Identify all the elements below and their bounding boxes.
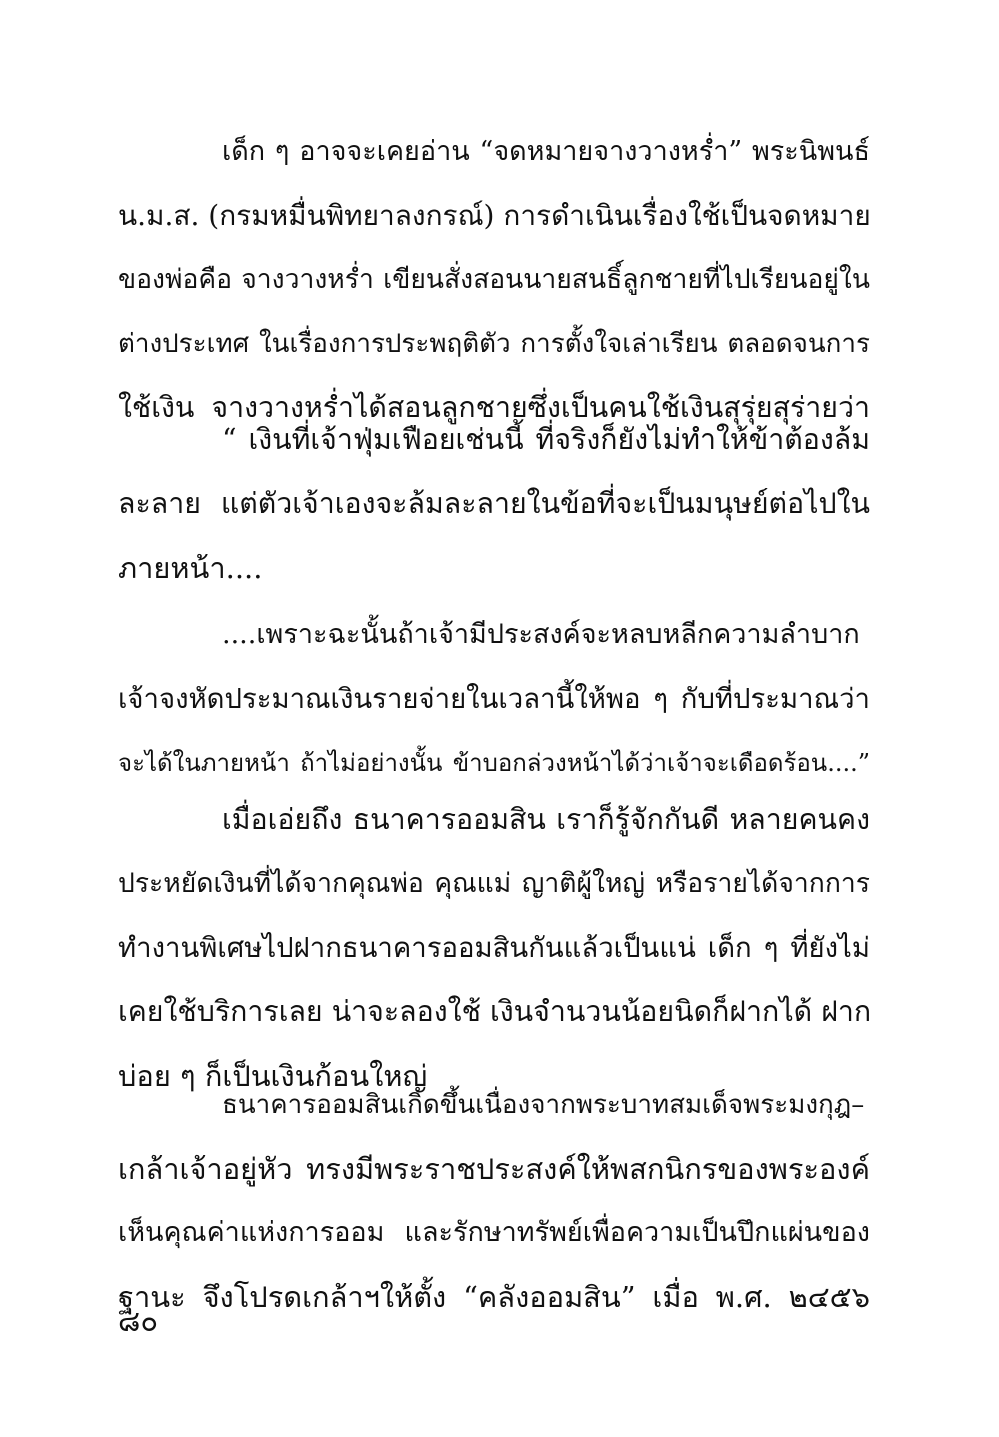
text-line: เคยใช้บริการเลย น่าจะลองใช้ เงินจำนวนน้อยนิดก็ฝากได้ ฝาก [118,995,872,1028]
text-line: เจ้าจงหัดประมาณเงินรายจ่ายในเวลานี้ให้พอ ๆ กับที่ประมาณว่า [118,683,870,715]
paragraph-intro [118,120,870,440]
text-line: ภายหน้า.... [118,551,263,585]
text-line: ....เพราะฉะนั้นถ้าเจ้ามีประสงค์จะหลบหลีกความลำบาก [222,619,860,650]
quote-paragraph-2 [118,603,870,795]
text-line: เกล้าเจ้าอยู่หัว ทรงมีพระราชประสงค์ให้พสกนิกรของพระองค์ [118,1152,870,1186]
text-line: ละลาย แต่ตัวเจ้าเองจะล้มละลายในข้อที่จะเป็นมนุษย์ต่อไปใน [118,487,870,520]
text-line: เด็ก ๆ อาจจะเคยอ่าน “จดหมายจางวางหร่ำ” พระนิพนธ์ [222,136,870,167]
page-number: ๘๐ [118,1304,159,1338]
paragraph-history [118,1073,870,1329]
quote-paragraph-1 [118,408,870,600]
text-line: ทำงานพิเศษไปฝากธนาคารออมสินกันแล้วเป็นแน่ เด็ก ๆ ที่ยังไม่ [118,932,870,964]
text-line: ธนาคารออมสินเกิดขึ้นเนื่องจากพระบาทสมเด็จพระมงกุฎ– [222,1090,865,1120]
text-line: “ เงินที่เจ้าฟุ่มเฟือยเช่นนี้ ที่จริงก็ยังไม่ทำให้ข้าต้องล้ม [222,423,870,456]
text-line: ของพ่อคือ จางวางหร่ำ เขียนสั่งสอนนายสนธิ์ลูกชายที่ไปเรียนอยู่ใน [118,264,870,295]
text-line: ประหยัดเงินที่ได้จากคุณพ่อ คุณแม่ ญาติผู้ใหญ่ หรือรายได้จากการ [118,868,870,899]
text-line: บ่อย ๆ ก็เป็นเงินก้อนใหญ่ [118,1059,428,1093]
text-line: ฐานะ จึงโปรดเกล้าฯให้ตั้ง “คลังออมสิน” เมื่อ พ.ศ. ๒๔๕๖ [118,1280,870,1314]
text-line: ใช้เงิน จางวางหร่ำได้สอนลูกชายซึ่งเป็นคนใช้เงินสุรุ่ยสุร่ายว่า [118,391,870,424]
text-line: ต่างประเทศ ในเรื่องการประพฤติตัว การตั้งใจเล่าเรียน ตลอดจนการ [118,329,870,359]
text-line: เห็นคุณค่าแห่งการออม และรักษาทรัพย์เพื่อความเป็นปึกแผ่นของ [118,1217,870,1248]
text-line: จะได้ในภายหน้า ถ้าไม่อย่างนั้น ข้าบอกล่วงหน้าได้ว่าเจ้าจะเดือดร้อน....” [118,749,870,777]
text-line: เมื่อเอ่ยถึง ธนาคารออมสิน เราก็รู้จักกันดี หลายคนคง [222,803,870,836]
text-line: น.ม.ส. (กรมหมื่นพิทยาลงกรณ์) การดำเนินเรื่องใช้เป็นจดหมาย [118,199,871,232]
paragraph-savings-bank [118,788,870,1108]
